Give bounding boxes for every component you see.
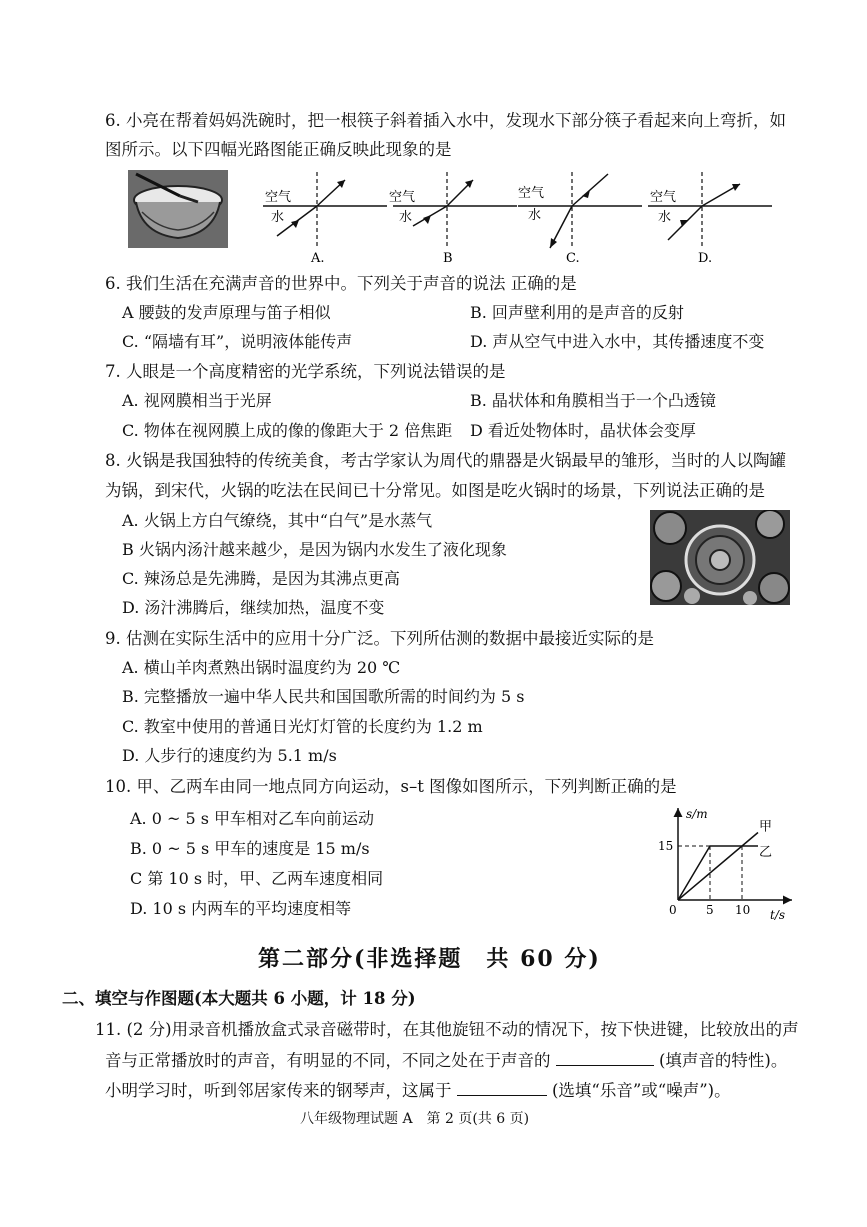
x-tick-0: 0 xyxy=(669,903,677,917)
q9-option-a: A. 横山羊肉煮熟出锅时温度约为 20 ℃ xyxy=(122,658,401,677)
q11-line2-text: 音与正常播放时的声音，有明显的不同，不同之处在于声音的 xyxy=(105,1051,551,1070)
q7-option-d: D 看近处物体时，晶状体会变厚 xyxy=(470,421,696,440)
q11-line3 xyxy=(105,1079,731,1102)
q6b-option-d: D. 声从空气中进入水中，其传播速度不变 xyxy=(470,332,765,351)
q6b-stem: 6. 我们生活在充满声音的世界中。下列关于声音的说法 正确的是 xyxy=(105,274,577,293)
q10-option-a: A. 0 ~ 5 s 甲车相对乙车向前运动 xyxy=(130,809,375,828)
q11-line3-suffix: (选填“乐音”或“噪声”)。 xyxy=(552,1081,731,1100)
q6b-option-b: B. 回声壁利用的是声音的反射 xyxy=(470,303,684,322)
air-label-c: 空气 xyxy=(518,186,545,201)
series-line-2 xyxy=(678,846,758,900)
q6b-option-a: A 腰鼓的发声原理与笛子相似 xyxy=(122,303,331,322)
q8-option-d: D. 汤汁沸腾后，继续加热，温度不变 xyxy=(122,598,385,617)
water-label-b: 水 xyxy=(399,210,413,225)
diagram-c xyxy=(510,170,650,265)
air-label-b: 空气 xyxy=(389,190,416,205)
water-label-a: 水 xyxy=(271,210,285,225)
x-tick-5: 5 xyxy=(706,903,714,917)
part2-title: 第二部分(非选择题 共 60 分) xyxy=(258,946,601,972)
diagram-d xyxy=(640,170,780,265)
answer-blank-1[interactable] xyxy=(556,1049,654,1066)
q10-option-d: D. 10 s 内两车的平均速度相等 xyxy=(130,899,352,918)
y-tick-15: 15 xyxy=(658,839,674,853)
diagram-a xyxy=(255,170,395,265)
q6a-line1: 6. 小亮在帮着妈妈洗碗时，把一根筷子斜着插入水中，发现水下部分筷子看起来向上弯折，如 xyxy=(105,111,786,130)
q8-line1: 8. 火锅是我国独特的传统美食，考古学家认为周代的鼎器是火锅最早的雏形，当时的人以陶罐 xyxy=(105,451,786,470)
y-axis-label: s/m xyxy=(686,807,708,821)
page-footer: 八年级物理试题 A 第 2 页(共 6 页) xyxy=(300,1111,530,1127)
series-label-2: 乙 xyxy=(759,845,773,860)
q8-option-c: C. 辣汤总是先沸腾，是因为其沸点更高 xyxy=(122,569,400,588)
q7-option-c: C. 物体在视网膜上成的像的像距大于 2 倍焦距 xyxy=(122,421,453,440)
answer-blank-2[interactable] xyxy=(457,1079,547,1096)
q8-line2: 为锅，到宋代，火锅的吃法在民间已十分常见。如图是吃火锅时的场景，下列说法正确的是 xyxy=(105,481,765,500)
series-label-1: 甲 xyxy=(759,819,773,835)
q9-stem: 9. 估测在实际生活中的应用十分广泛。下列所估测的数据中最接近实际的是 xyxy=(105,629,654,648)
q11-line3-text: 小明学习时，听到邻居家传来的钢琴声，这属于 xyxy=(105,1081,452,1100)
q7-option-b: B. 晶状体和角膜相当于一个凸透镜 xyxy=(470,391,716,410)
label-b: B xyxy=(443,251,453,265)
q10-stem: 10. 甲、乙两车由同一地点同方向运动，s–t 图像如图所示，下列判断正确的是 xyxy=(105,777,677,796)
label-a: A. xyxy=(311,251,325,265)
hotpot-photo xyxy=(650,510,790,605)
q9-option-b: B. 完整播放一遍中华人民共和国国歌所需的时间约为 5 s xyxy=(122,687,525,706)
q10-option-b: B. 0 ~ 5 s 甲车的速度是 15 m/s xyxy=(130,839,370,858)
q10-option-c: C 第 10 s 时，甲、乙两车速度相同 xyxy=(130,869,384,888)
q6b-option-c: C. “隔墙有耳”，说明液体能传声 xyxy=(122,332,353,351)
water-label-c: 水 xyxy=(528,208,542,223)
q7-stem: 7. 人眼是一个高度精密的光学系统，下列说法错误的是 xyxy=(105,362,506,381)
q6a-line2: 图所示。以下四幅光路图能正确反映此现象的是 xyxy=(105,140,452,159)
x-axis-label: t/s xyxy=(770,908,786,922)
q7-option-a: A. 视网膜相当于光屏 xyxy=(122,391,272,410)
q11-line2-suffix: (填声音的特性)。 xyxy=(659,1051,788,1070)
st-chart xyxy=(650,800,800,925)
q11-line2 xyxy=(105,1049,787,1072)
label-c: C. xyxy=(566,251,580,265)
q8-option-b: B 火锅内汤汁越来越少，是因为锅内水发生了液化现象 xyxy=(122,540,507,559)
section-heading: 二、填空与作图题(本大题共 6 小题，计 18 分) xyxy=(62,989,416,1008)
q9-option-d: D. 人步行的速度约为 5.1 m/s xyxy=(122,746,337,765)
diagram-b xyxy=(385,170,525,265)
bowl-photo xyxy=(128,170,228,248)
water-label-d: 水 xyxy=(658,210,672,225)
q11-line1: 11. (2 分)用录音机播放盒式录音磁带时，在其他旋钮不动的情况下，按下快进键，比较放出的声 xyxy=(95,1020,799,1039)
q8-option-a: A. 火锅上方白气缭绕，其中“白气”是水蒸气 xyxy=(122,511,433,530)
series-line-1 xyxy=(678,833,758,901)
air-label-a: 空气 xyxy=(265,190,292,205)
q9-option-c: C. 教室中使用的普通日光灯灯管的长度约为 1.2 m xyxy=(122,717,483,736)
air-label-d: 空气 xyxy=(650,190,677,205)
label-d: D. xyxy=(698,251,713,265)
x-tick-10: 10 xyxy=(735,903,751,917)
